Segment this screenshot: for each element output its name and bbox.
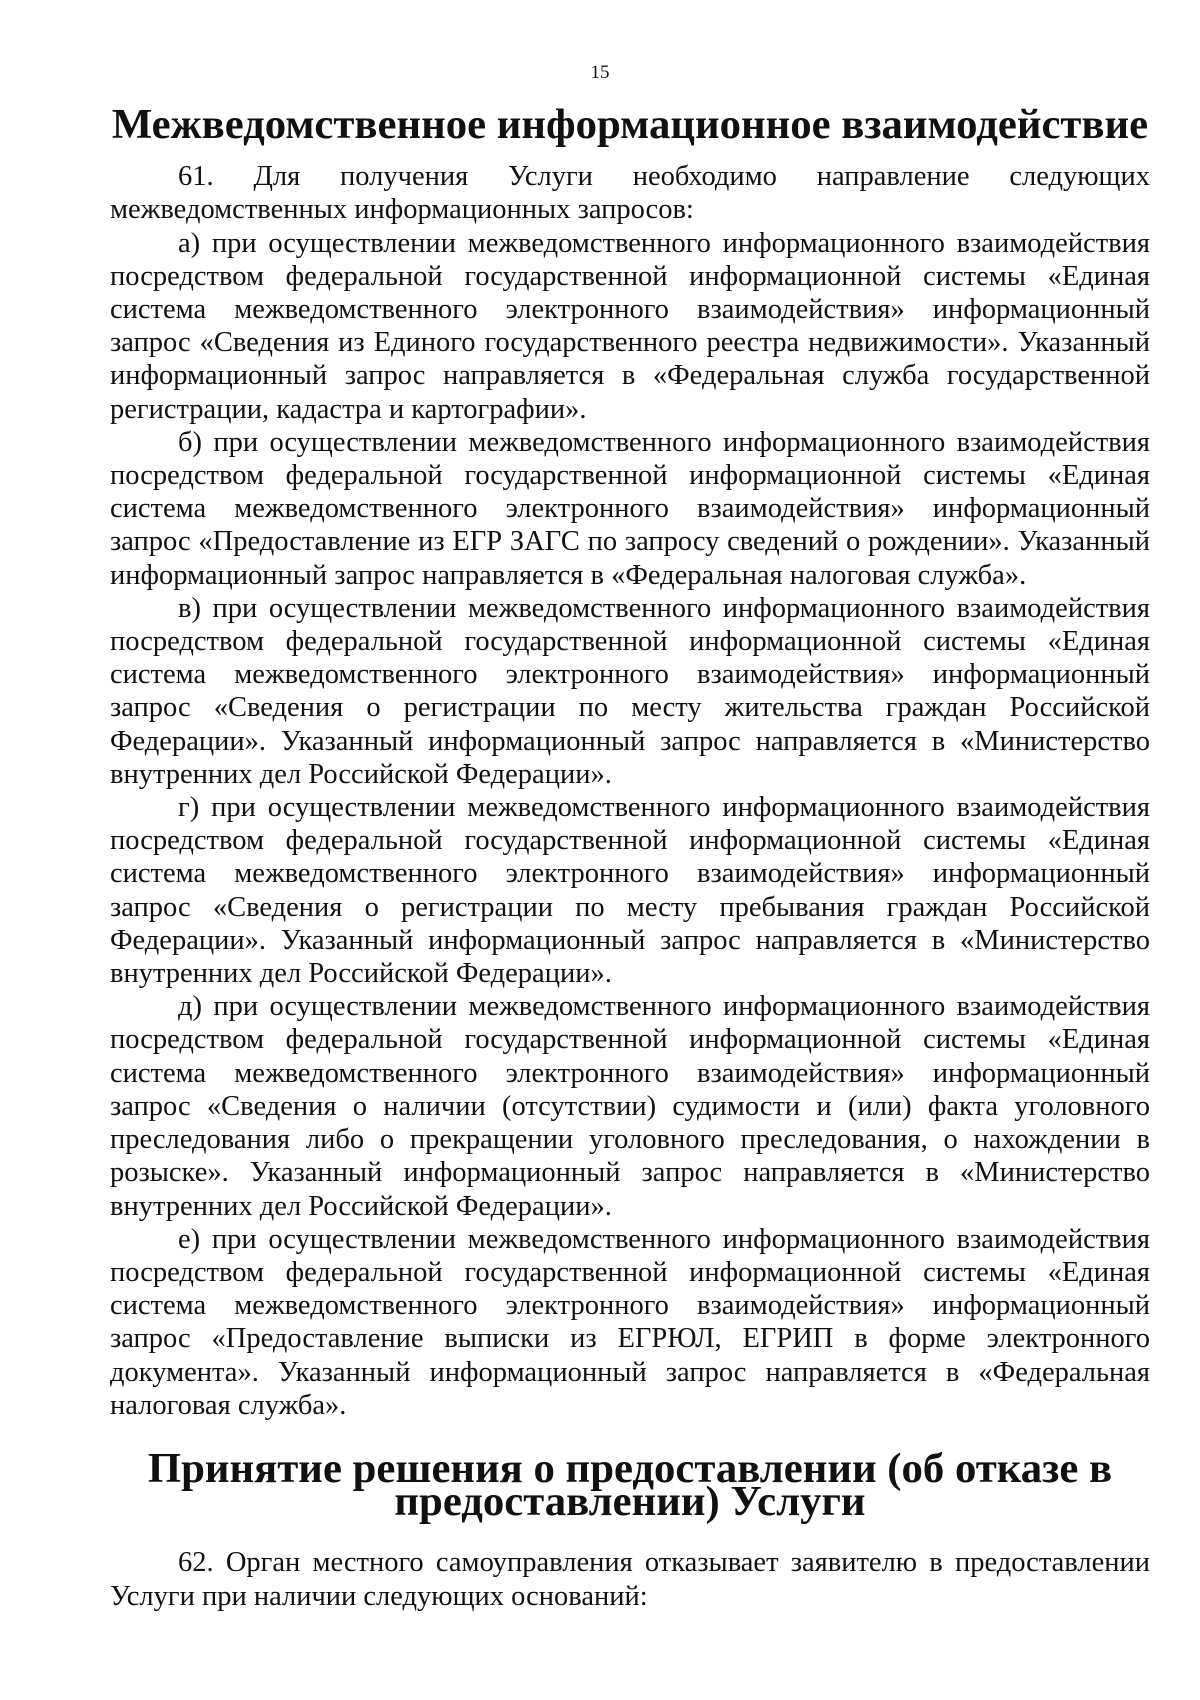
paragraph-61: 61. Для получения Услуги необходимо направление следующих межведомственных информационных запросов: (110, 161, 1150, 226)
section-heading-decision: Принятие решения о предоставлении (об отказе в предоставлении) Услуги (147, 1444, 1113, 1526)
paragraph-61-a: а) при осуществлении межведомственного информационного взаимодействия посредством федеральной государственной информационной системы «Единая система межведомственного электронного взаимодействия» информационный запрос «Сведения из Единого государственного реестра недвижимости». Указанный информационный запрос направляется в «Федеральная служба государственной регистрации, кадастра и картографии». (110, 227, 1150, 425)
paragraph-61-d: д) при осуществлении межведомственного информационного взаимодействия посредством федеральной государственной информационной системы «Единая система межведомственного электронного взаимодействия» информационный запрос «Сведения о наличии (отсутствии) судимости и (или) факта уголовного преследования либо о прекращении уголовного преследования, о нахождении в розыске». Указанный информационный запрос направляется в «Министерство внутренних дел Российской Федерации». (110, 991, 1150, 1222)
paragraph-61-g: г) при осуществлении межведомственного информационного взаимодействия посредством федеральной государственной информационной системы «Единая система межведомственного электронного взаимодействия» информационный запрос «Сведения о регистрации по месту пребывания граждан Российской Федерации». Указанный информационный запрос направляется в «Министерство внутренних дел Российской Федерации». (110, 792, 1150, 990)
paragraph-62: 62. Орган местного самоуправления отказывает заявителю в предоставлении Услуги при наличии следующих оснований: (110, 1547, 1150, 1612)
paragraph-61-b: б) при осуществлении межведомственного информационного взаимодействия посредством федеральной государственной информационной системы «Единая система межведомственного электронного взаимодействия» информационный запрос «Предоставление из ЕГР ЗАГС по запросу сведений о рождении». Указанный информационный запрос направляется в «Федеральная налоговая служба». (110, 426, 1150, 591)
paragraph-61-v: в) при осуществлении межведомственного информационного взаимодействия посредством федеральной государственной информационной системы «Единая система межведомственного электронного взаимодействия» информационный запрос «Сведения о регистрации по месту жительства граждан Российской Федерации». Указанный информационный запрос направляется в «Министерство внутренних дел Российской Федерации». (110, 592, 1150, 790)
section-heading-interagency: Межведомственное информационное взаимодействие (111, 101, 1149, 148)
document-body (110, 101, 1150, 1613)
paragraph-61-e: е) при осуществлении межведомственного информационного взаимодействия посредством федеральной государственной информационной системы «Единая система межведомственного электронного взаимодействия» информационный запрос «Предоставление выписки из ЕГРЮЛ, ЕГРИП в форме электронного документа». Указанный информационный запрос направляется в «Федеральная налоговая служба». (110, 1223, 1150, 1421)
page-number: 15 (590, 62, 610, 83)
